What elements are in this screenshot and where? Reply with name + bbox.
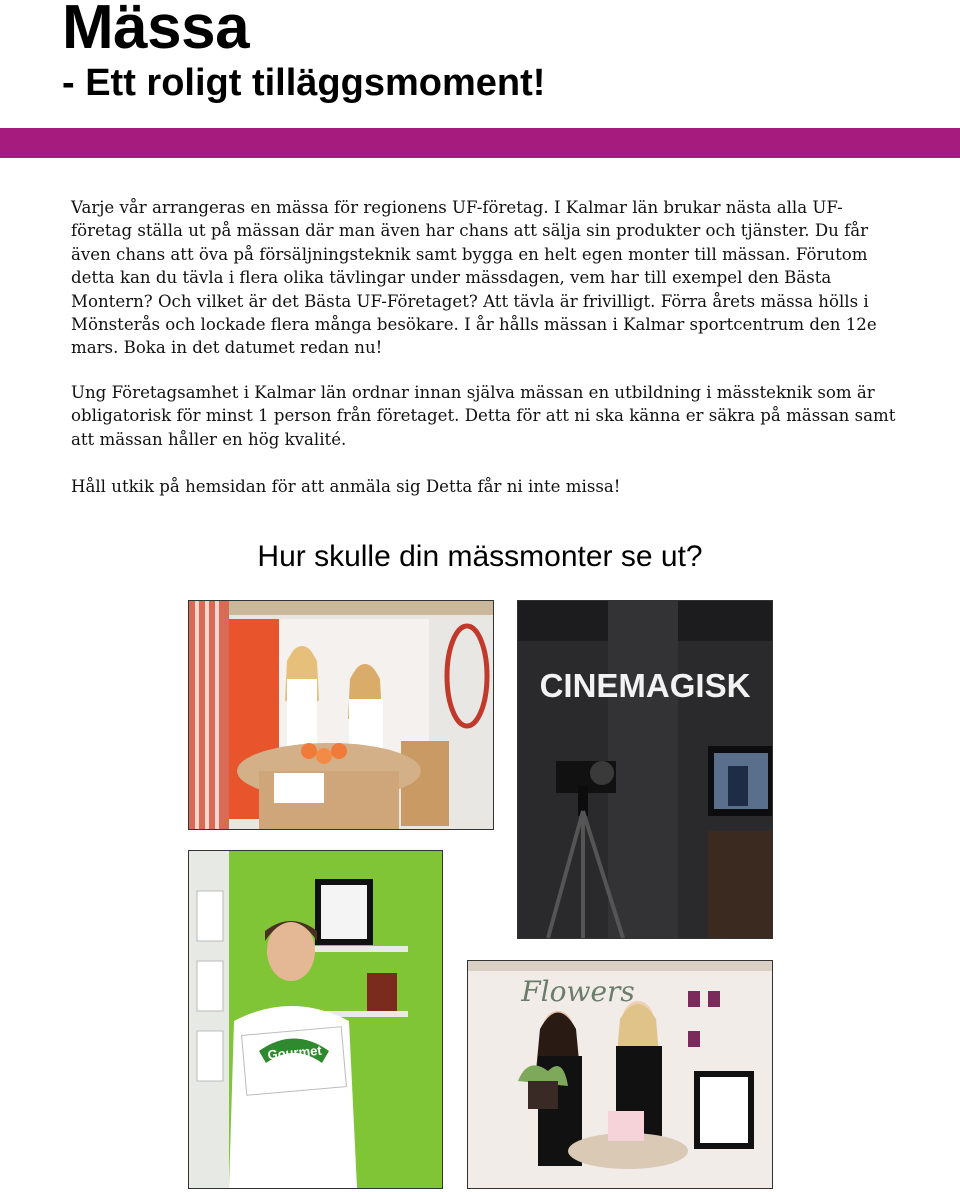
gourmet-sign: Gourmet — [266, 1042, 323, 1063]
booth-photo-orange — [188, 600, 494, 830]
magenta-header-band — [0, 128, 960, 158]
section-heading: Hur skulle din mässmonter se ut? — [257, 540, 703, 573]
signup-paragraph: Håll utkik på hemsidan för att anmäla sig Detta får ni inte missa! — [71, 477, 621, 496]
page-title: Mässa — [62, 0, 250, 62]
cinemagisk-sign: CINEMAGISK — [539, 667, 751, 704]
flowers-sign: Flowers — [521, 975, 635, 1008]
booth-photo-cinemagisk — [517, 600, 773, 939]
booth-photo-gourmet — [188, 850, 443, 1189]
intro-paragraph: Varje vår arrangeras en mässa för regionens UF-företag. I Kalmar län brukar nästa alla UF-företag ställa ut på mässan där man även har chans att sälja sin produkter och tjänster. Du får även chans att öva på försäljningsteknik samt bygga en helt egen monter till mässan. Förutom detta kan du tävla i flera olika tävlingar under mässdagen, vem har till exempel den Bästa Montern? Och vilket är det Bästa UF-Företaget? Att tävla är frivilligt. Förra årets mässa hölls i Mönsterås och lockade flera många besökare. I år hålls mässan i Kalmar sportcentrum den 12e mars. Boka in det datumet redan nu! — [71, 198, 877, 358]
booth-photo-flowers — [467, 960, 773, 1189]
page-subtitle: - Ett roligt tilläggsmoment! — [62, 62, 546, 104]
training-paragraph: Ung Företagsamhet i Kalmar län ordnar innan själva mässan en utbildning i mässteknik som är obligatorisk för minst 1 person från företaget. Detta för att ni ska känna er säkra på mässan samt att mässan håller en hög kvalité. — [71, 383, 896, 449]
